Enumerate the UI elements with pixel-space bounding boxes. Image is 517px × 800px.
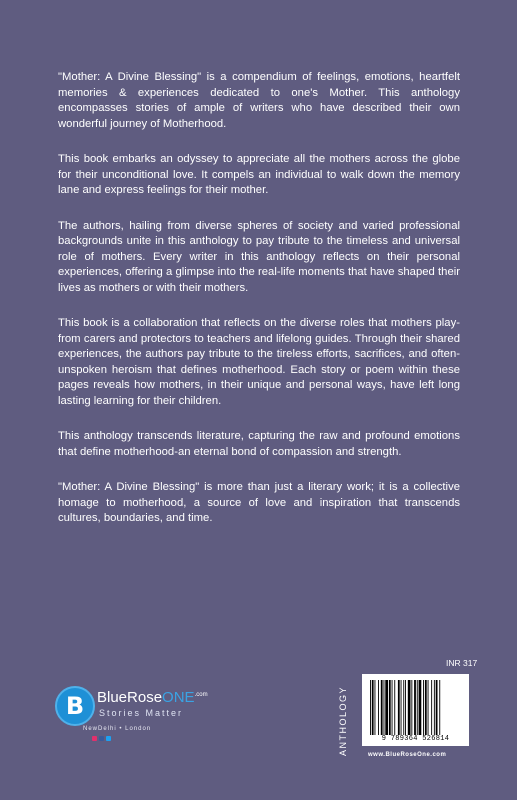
isbn-number: 9 789364 526814 xyxy=(381,735,450,743)
blurb-paragraph: This book is a collaboration that reflects on the diverse roles that mothers play-from carers and protectors to teachers and lifelong guides. Through their shared experiences, the authors pay tribute to the tireless efforts, sacrifices, and often-unspoken heroism that defines motherhood. Each story or poem within these pages reveals how mothers, in their unique and personal ways, have left long lasting learning for their children. xyxy=(58,317,460,407)
twitter-icon xyxy=(106,736,111,741)
facebook-icon xyxy=(99,736,104,741)
publisher-name: BlueRoseONE$^{.com}$ xyxy=(97,689,208,706)
social-icons xyxy=(92,736,111,741)
blurb-paragraph: This book embarks an odyssey to appreciate all the mothers across the globe for their unconditional love. It compels an individual to walk down the memory lane and express feelings for their mother. xyxy=(58,153,460,196)
publisher-logo xyxy=(55,686,235,746)
publisher-website: www.BlueRoseOne.com xyxy=(368,752,447,758)
blurb-paragraph: "Mother: A Divine Blessing" is more than just a literary work; it is a collective homage to motherhood, a source of love and inspiration that transcends cultures, boundaries, and time. xyxy=(58,481,460,524)
back-cover-blurb xyxy=(58,70,460,547)
blurb-paragraph: "Mother: A Divine Blessing" is a compendium of feelings, emotions, heartfelt memories & experiences dedicated to one's Mother. This anthology encompasses stories of ample of writers who have described their own wonderful journey of Motherhood. xyxy=(58,71,460,130)
blurb-paragraph: This anthology transcends literature, capturing the raw and profound emotions that define motherhood-an eternal bond of compassion and strength. xyxy=(58,430,460,458)
price-label: INR 317 xyxy=(446,658,478,668)
publisher-tagline: Stories Matter xyxy=(99,708,184,718)
instagram-icon xyxy=(92,736,97,741)
genre-label: ANTHOLOGY xyxy=(338,685,348,756)
publisher-cities: NewDelhi • London xyxy=(83,726,152,732)
isbn-barcode xyxy=(362,674,469,746)
barcode-image xyxy=(369,680,462,735)
blurb-paragraph: The authors, hailing from diverse spheres of society and varied professional backgrounds unite in this anthology to pay tribute to the timeless and universal role of mothers. Every writer in this anthology reflects on their personal experiences, offering a glimpse into the real-life moments that have shaped their lives as mothers or with their mothers. xyxy=(58,219,460,294)
bluerose-logo-icon: B xyxy=(55,686,95,726)
